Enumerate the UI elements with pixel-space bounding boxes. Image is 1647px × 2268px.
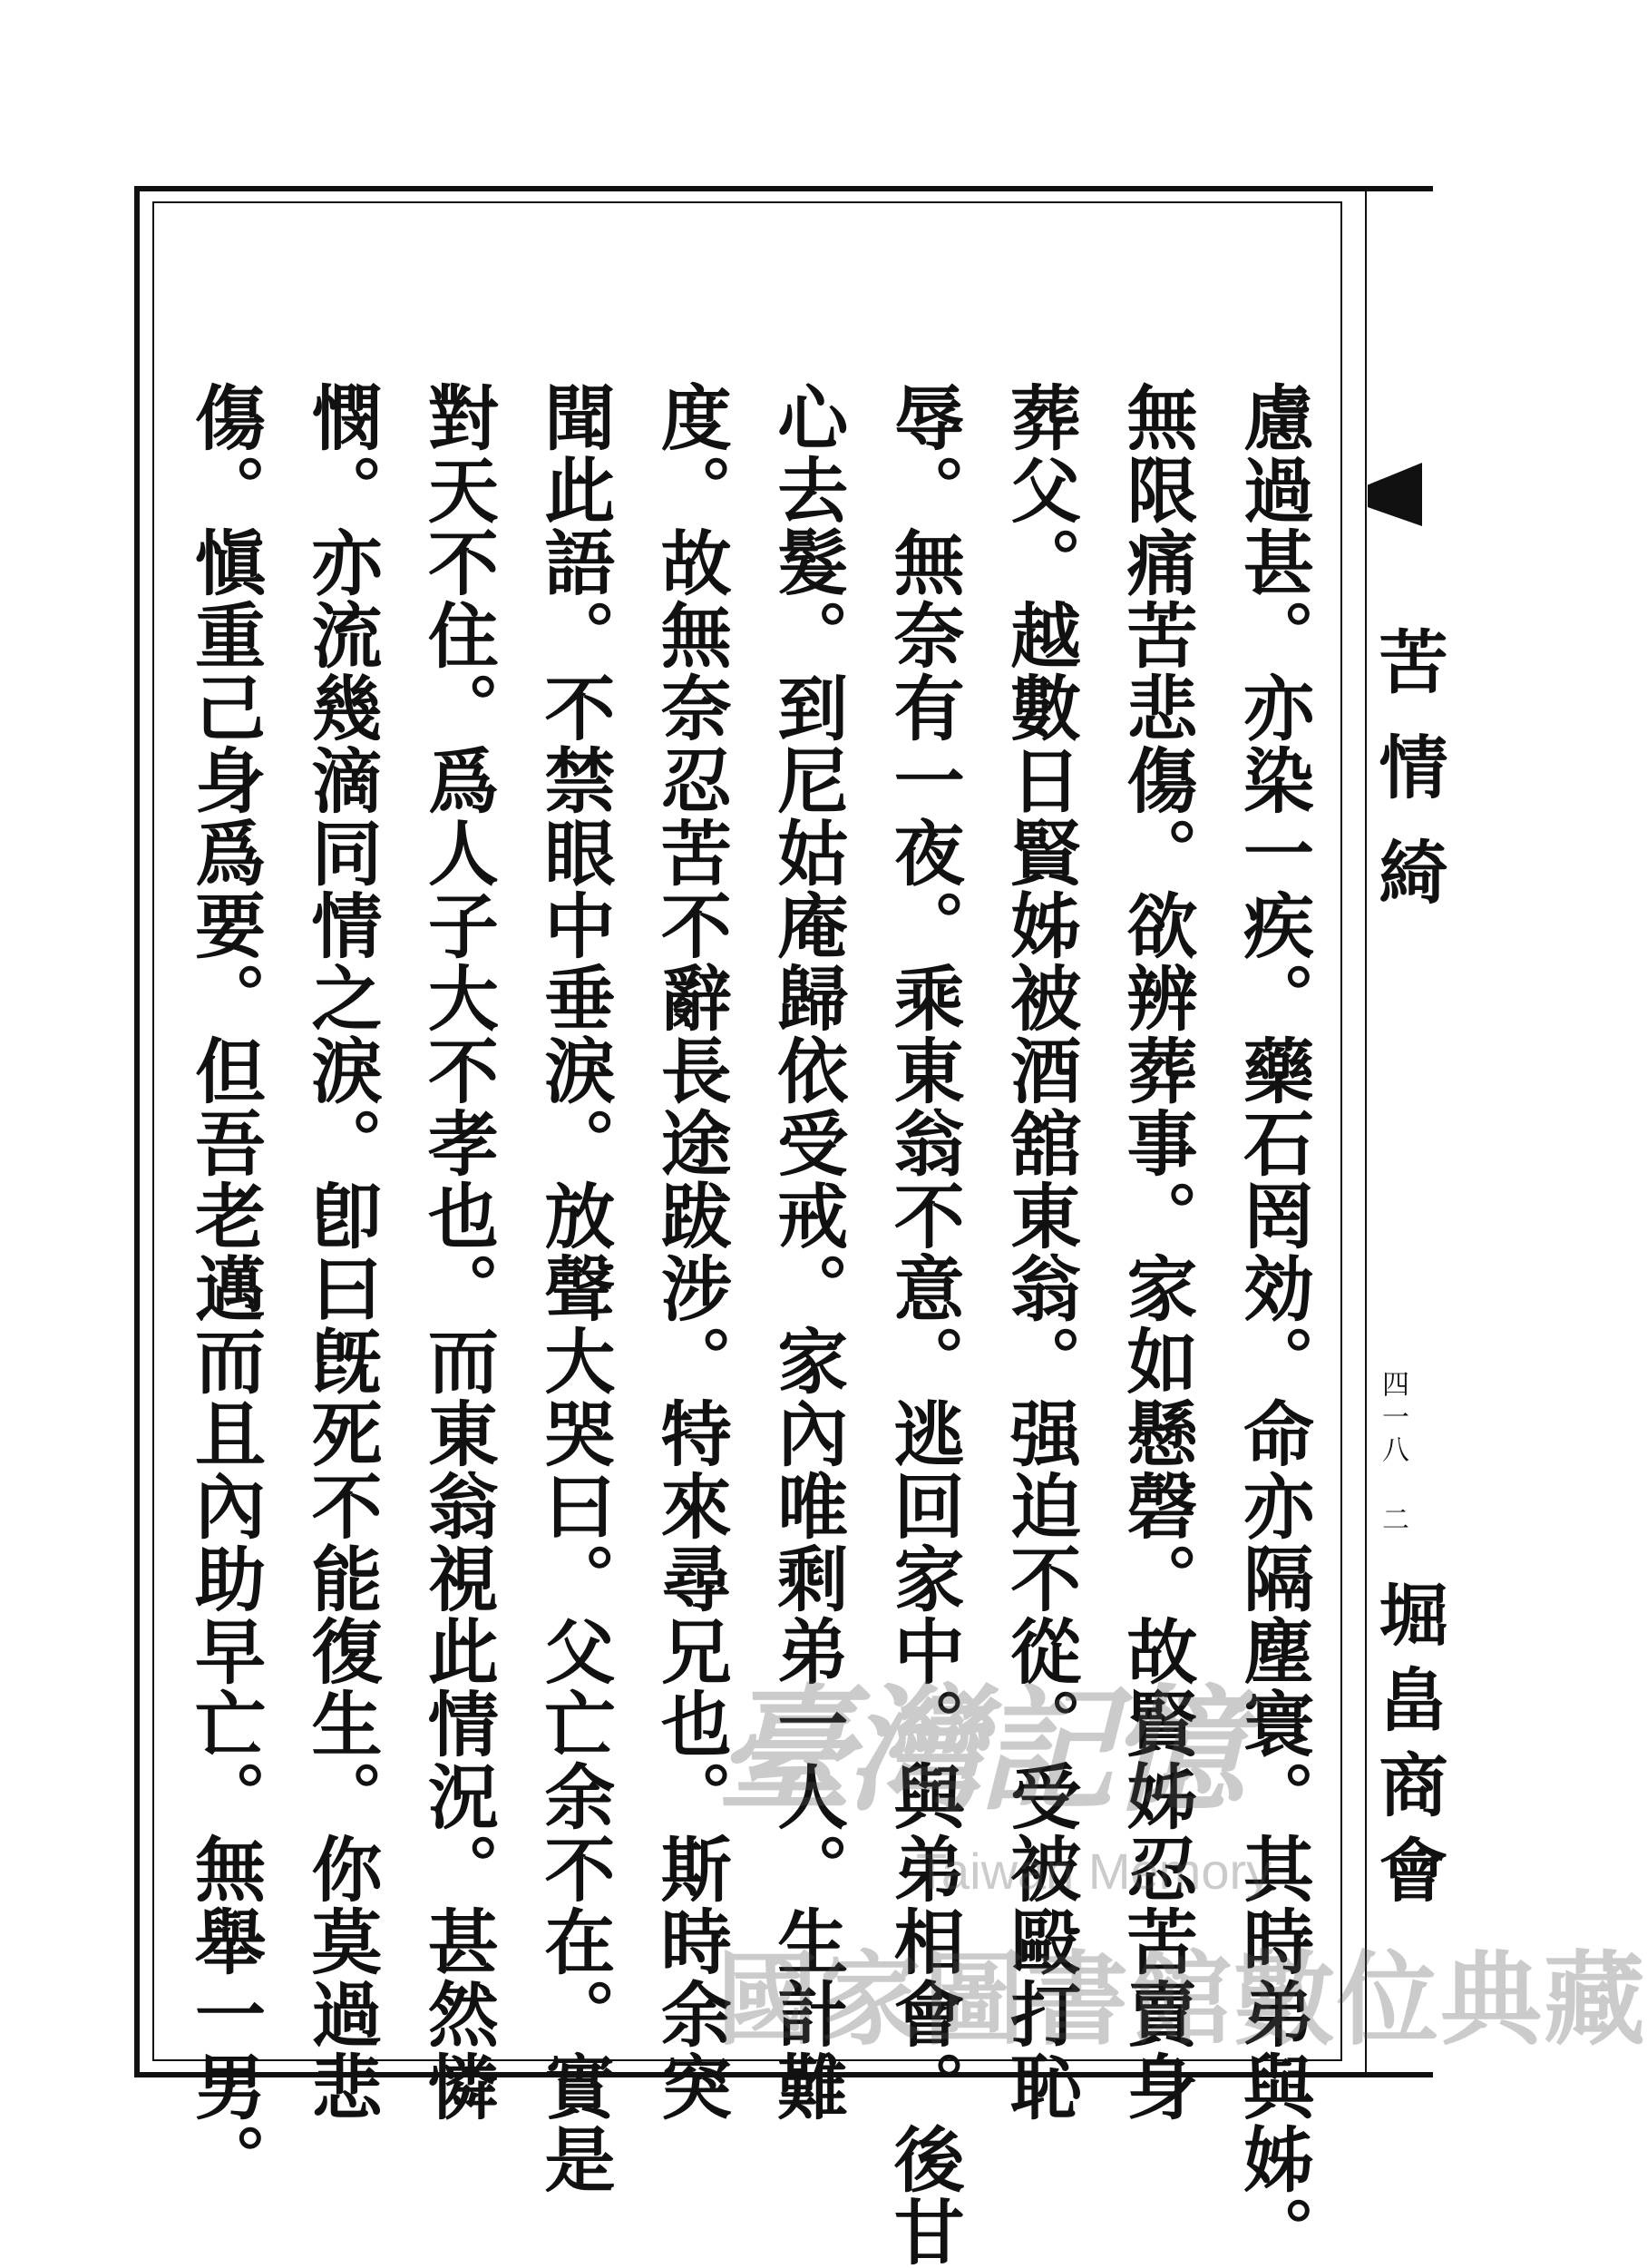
margin-page-number: 四一八 二 <box>1377 1370 1408 1538</box>
margin-book-title: 苦情綺 <box>1368 626 1448 942</box>
text-column-8: 對天不住。爲人子大不孝也。而東翁視此情況。甚然憐 <box>415 381 499 2123</box>
watermark-english: Taiwan Memory <box>916 1843 1272 1900</box>
text-column-10: 傷。愼重己身爲要。但吾老邁而且內助早亡。無舉一男。 <box>183 381 266 2195</box>
margin-publisher: 堀畠商會 <box>1368 1579 1448 1920</box>
text-column-6: 度。故無奈忍苦不辭長途跋涉。特來尋兄也。斯時余突 <box>648 381 732 2123</box>
text-column-5: 心去髮。到尼姑庵歸依受戒。家內唯剩弟一人。生計難 <box>765 381 849 2123</box>
text-column-3: 葬父。越數日賢姊被酒舘東翁。强迫不從。受被毆打恥 <box>999 381 1082 2123</box>
watermark-logo: 臺灣記憶 <box>716 1671 1240 1831</box>
text-column-9: 憫。亦流幾滴同情之淚。卽曰旣死不能復生。你莫過悲 <box>299 381 383 2123</box>
margin-divider <box>1340 201 1342 2061</box>
text-column-7: 聞此語。不禁眼中垂淚。放聲大哭曰。父亡余不在。實是 <box>532 381 616 2195</box>
text-column-1: 慮過甚。亦染一疾。藥石罔効。命亦隔塵寰。其時弟與姊。 <box>1231 381 1314 2268</box>
text-column-4: 辱。無奈有一夜。乘東翁不意。逃回家中。與弟相會。後甘 <box>882 381 965 2268</box>
body-text <box>168 381 1329 2268</box>
text-column-2: 無限痛苦悲傷。欲辨葬事。家如懸磬。故賢姊忍苦賣身 <box>1115 381 1198 2123</box>
watermark-chinese: 國家圖書館數位典藏 <box>716 1941 1647 2059</box>
